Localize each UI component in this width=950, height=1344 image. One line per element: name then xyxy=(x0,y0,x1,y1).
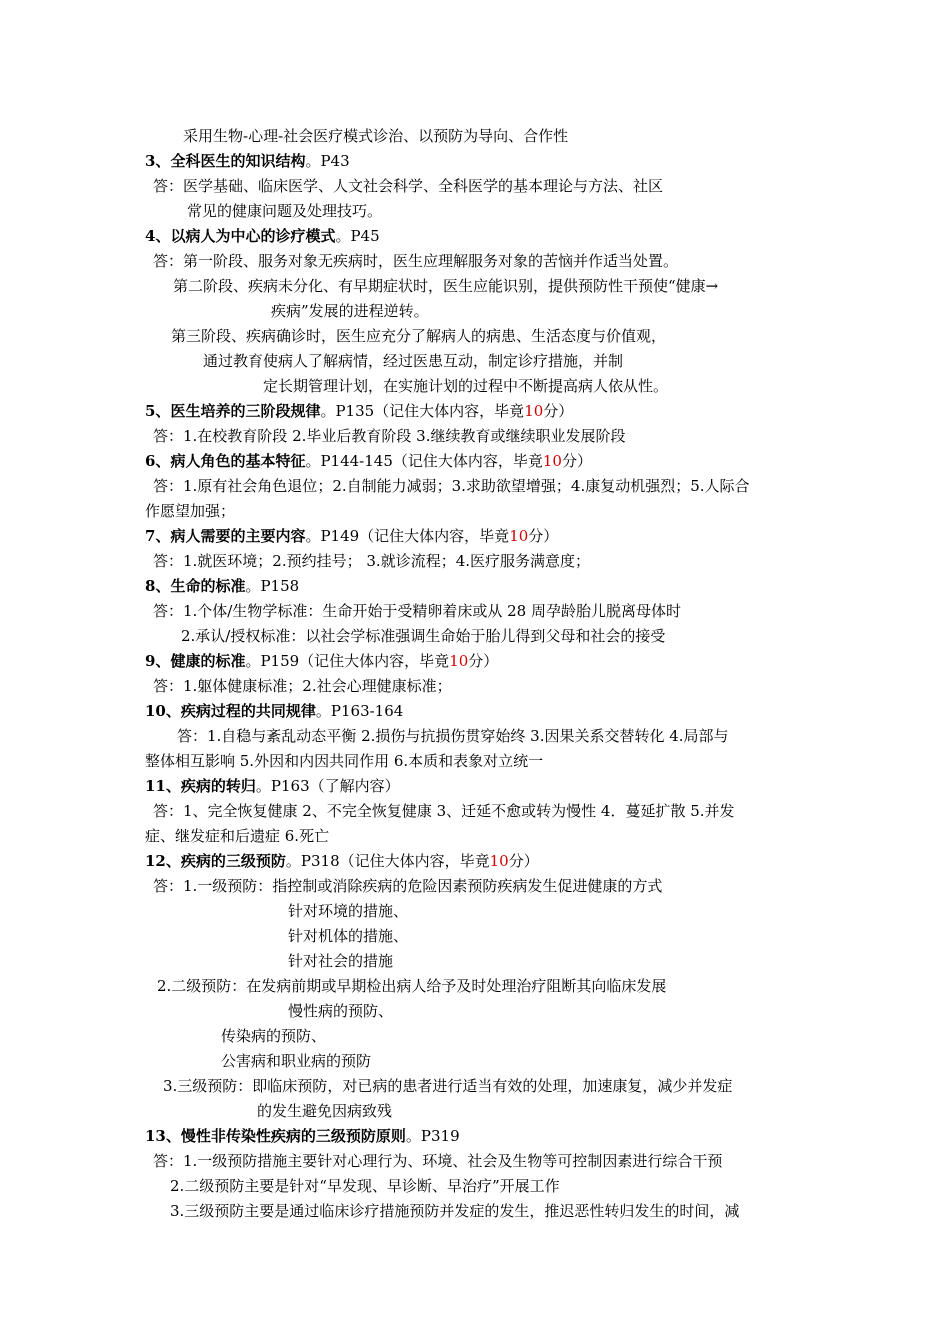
heading-ref: 。P163-164 xyxy=(315,702,404,720)
answer-line: 答：1.一级预防措施主要针对心理行为、环境、社会及生物等可控制因素进行综合干预 xyxy=(153,1152,723,1170)
section-heading xyxy=(145,451,592,471)
heading-tail: 分） xyxy=(543,402,574,420)
heading-ref: 。P45 xyxy=(335,227,380,245)
heading-title: 疾病的三级预防 xyxy=(180,852,286,870)
text-line: 2.承认/授权标准：以社会学标准强调生命始于胎儿得到父母和社会的接受 xyxy=(181,627,666,645)
text-line: 采用生物-心理-社会医疗模式诊治、以预防为导向、合作性 xyxy=(183,127,569,145)
section-heading xyxy=(145,526,558,546)
text-line: 整体相互影响 5.外因和内因共同作用 6.本质和表象对立统一 xyxy=(145,752,544,770)
heading-tail: 分） xyxy=(561,452,592,470)
answer-line: 答：1.就医环境；2.预约挂号； 3.就诊流程；4.医疗服务满意度； xyxy=(153,552,591,570)
text-line: 3.三级预防：即临床预防，对已病的患者进行适当有效的处理，加速康复，减少并发症 xyxy=(163,1077,733,1095)
heading-number: 10、 xyxy=(145,702,181,720)
heading-ref: 。P319 xyxy=(405,1127,460,1145)
heading-title: 疾病的转归 xyxy=(180,777,256,795)
heading-ref: 。P135（记住大体内容，毕竟 xyxy=(320,402,525,420)
section-heading xyxy=(145,401,573,421)
heading-ref: 。P43 xyxy=(305,152,350,170)
score-value: 10 xyxy=(489,852,509,870)
heading-number: 12、 xyxy=(145,852,181,870)
heading-ref: 。P158 xyxy=(245,577,300,595)
section-heading xyxy=(145,776,400,796)
heading-title: 病人需要的主要内容 xyxy=(170,527,306,545)
score-value: 10 xyxy=(542,452,562,470)
heading-ref: 。P163（了解内容） xyxy=(255,777,400,795)
answer-line: 答：1.躯体健康标准；2.社会心理健康标准； xyxy=(153,677,452,695)
answer-line: 答：1.个体/生物学标准：生命开始于受精卵着床或从 28 周孕龄胎儿脱离母体时 xyxy=(153,602,681,620)
heading-title: 以病人为中心的诊疗模式 xyxy=(170,227,336,245)
heading-number: 8、 xyxy=(145,577,171,595)
section-heading xyxy=(145,226,380,246)
heading-title: 疾病过程的共同规律 xyxy=(180,702,316,720)
section-heading xyxy=(145,701,403,721)
heading-title: 医生培养的三阶段规律 xyxy=(170,402,321,420)
text-line: 针对社会的措施 xyxy=(288,952,394,970)
section-heading xyxy=(145,851,539,871)
text-line: 传染病的预防、 xyxy=(221,1027,327,1045)
heading-title: 生命的标准 xyxy=(170,577,246,595)
text-line: 针对机体的措施、 xyxy=(288,927,409,945)
heading-ref: 。P149（记住大体内容，毕竟 xyxy=(305,527,510,545)
heading-ref: 。P318（记住大体内容，毕竟 xyxy=(285,852,490,870)
score-value: 10 xyxy=(524,402,544,420)
text-line: 第三阶段、疾病确诊时，医生应充分了解病人的病患、生活态度与价值观， xyxy=(171,327,667,345)
heading-number: 9、 xyxy=(145,652,171,670)
heading-title: 慢性非传染性疾病的三级预防原则 xyxy=(180,1127,406,1145)
heading-number: 5、 xyxy=(145,402,171,420)
text-line: 3.三级预防主要是通过临床诊疗措施预防并发症的发生，推迟恶性转归发生的时间，减 xyxy=(170,1202,740,1220)
answer-line: 答：第一阶段、服务对象无疾病时，医生应理解服务对象的苦恼并作适当处置。 xyxy=(153,252,679,270)
heading-number: 3、 xyxy=(145,152,171,170)
text-line: 慢性病的预防、 xyxy=(288,1002,394,1020)
answer-line: 答：1.在校教育阶段 2.毕业后教育阶段 3.继续教育或继续职业发展阶段 xyxy=(153,427,626,445)
heading-number: 6、 xyxy=(145,452,171,470)
answer-line: 答：1.自稳与紊乱动态平衡 2.损伤与抗损伤贯穿始终 3.因果关系交替转化 4.局部与 xyxy=(177,727,729,745)
score-value: 10 xyxy=(509,527,529,545)
text-line: 通过教育使病人了解病情，经过医患互动，制定诊疗措施，并制 xyxy=(203,352,624,370)
text-line: 公害病和职业病的预防 xyxy=(221,1052,372,1070)
heading-tail: 分） xyxy=(508,852,539,870)
text-line: 2.二级预防：在发病前期或早期检出病人给予及时处理治疗阻断其向临床发展 xyxy=(157,977,667,995)
text-line: 第二阶段、疾病未分化、有早期症状时，医生应能识别，提供预防性干预使“健康→ xyxy=(173,277,719,295)
heading-number: 7、 xyxy=(145,527,171,545)
section-heading xyxy=(145,576,299,596)
answer-line: 答：1.原有社会角色退位；2.自制能力减弱；3.求助欲望增强；4.康复动机强烈；5.人际合 xyxy=(153,477,750,495)
heading-number: 4、 xyxy=(145,227,171,245)
score-value: 10 xyxy=(449,652,469,670)
heading-ref: 。P144-145（记住大体内容，毕竟 xyxy=(305,452,543,470)
text-line: 作愿望加强； xyxy=(145,502,236,520)
heading-title: 健康的标准 xyxy=(170,652,246,670)
section-heading xyxy=(145,1126,460,1146)
text-line: 2.二级预防主要是针对“早发现、早诊断、早治疗”开展工作 xyxy=(170,1177,560,1195)
text-line: 定长期管理计划，在实施计划的过程中不断提高病人依从性。 xyxy=(263,377,669,395)
heading-ref: 。P159（记住大体内容，毕竟 xyxy=(245,652,450,670)
answer-line: 答：1、完全恢复健康 2、不完全恢复健康 3、迁延不愈或转为慢性 4．蔓延扩散 5.并发 xyxy=(153,802,735,820)
section-heading xyxy=(145,151,350,171)
text-line: 针对环境的措施、 xyxy=(288,902,409,920)
answer-line: 答：1.一级预防：指控制或消除疾病的危险因素预防疾病发生促进健康的方式 xyxy=(153,877,663,895)
heading-title: 病人角色的基本特征 xyxy=(170,452,306,470)
heading-number: 11、 xyxy=(145,777,181,795)
text-line: 疾病”发展的进程逆转。 xyxy=(271,302,429,320)
heading-number: 13、 xyxy=(145,1127,181,1145)
heading-tail: 分） xyxy=(528,527,559,545)
heading-tail: 分） xyxy=(468,652,499,670)
text-line: 常见的健康问题及处理技巧。 xyxy=(187,202,383,220)
text-line: 的发生避免因病致残 xyxy=(257,1102,393,1120)
answer-line: 答：医学基础、临床医学、人文社会科学、全科医学的基本理论与方法、社区 xyxy=(153,177,664,195)
text-line: 症、继发症和后遗症 6.死亡 xyxy=(145,827,330,845)
section-heading xyxy=(145,651,498,671)
heading-title: 全科医生的知识结构 xyxy=(170,152,306,170)
